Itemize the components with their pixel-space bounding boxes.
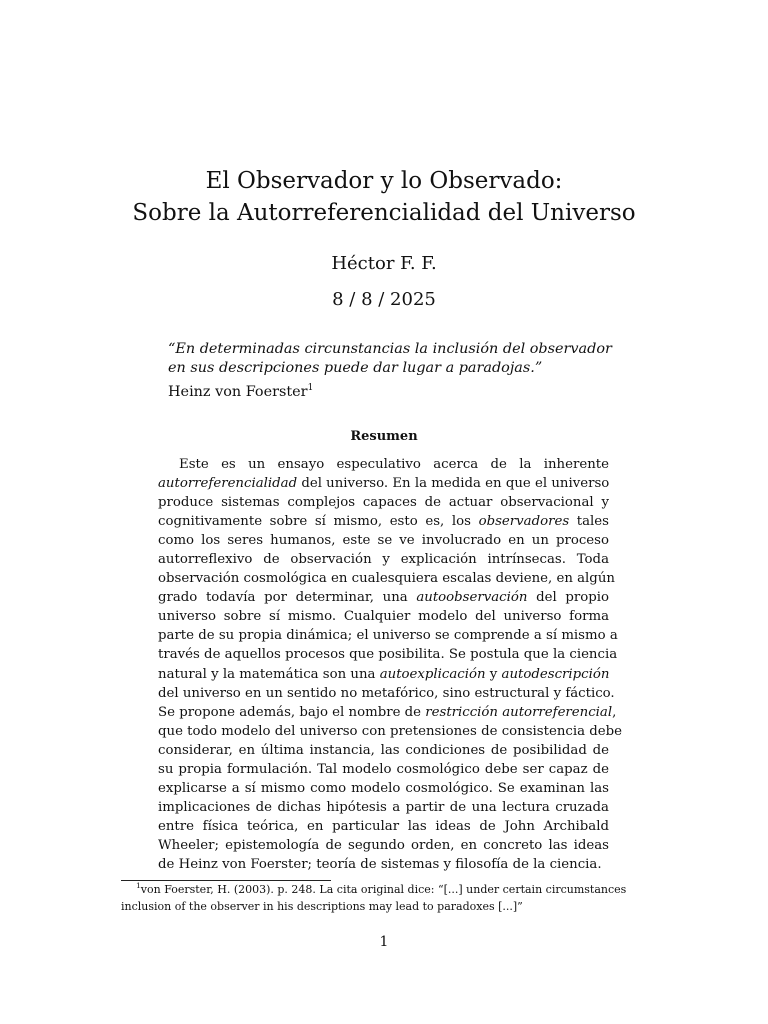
abstract-line	[158, 512, 609, 531]
abstract-heading: Resumen	[350, 429, 418, 444]
abstract-line	[158, 550, 609, 569]
abstract-line	[158, 855, 609, 874]
epigraph-attribution	[168, 383, 638, 402]
footnote-text-1: von Foerster, H. (2003). p. 248. La cita original dice: “[...] under certain circumstances	[140, 883, 627, 896]
abstract-line	[158, 493, 609, 512]
abstract-text: considerar, en última instancia, las condiciones de posibilidad de	[158, 742, 609, 758]
footnote-line-2: inclusion of the observer in his descriptions may lead to paradoxes [...]”	[121, 900, 523, 913]
abstract-text: Este es un ensayo especulativo acerca de la inherente	[179, 457, 609, 472]
title-line-1: El Observador y lo Observado:	[205, 168, 563, 194]
paper-title	[0, 165, 768, 229]
abstract-line	[158, 798, 609, 817]
abstract-text: explicarse a sí mismo como modelo cosmológico. Se examinan las	[158, 780, 609, 796]
abstract-line	[158, 817, 609, 836]
abstract-text: produce sistemas complejos capaces de actuar observacional y	[158, 495, 609, 511]
abstract-text: que todo modelo del universo con pretensiones de consistencia debe	[158, 723, 623, 739]
author-name: Héctor F. F.	[331, 253, 437, 274]
abstract-emphasis: autoexplicación	[379, 666, 486, 682]
abstract-line	[158, 588, 609, 607]
abstract-text: del universo en un sentido no metafórico, sino estructural y fáctico.	[158, 685, 615, 701]
abstract-text: ,	[612, 704, 617, 720]
footnote-mark: 1	[136, 881, 141, 890]
abstract-line	[158, 531, 609, 550]
epigraph-quote	[168, 340, 638, 378]
epigraph	[168, 340, 638, 402]
footnote-reference-mark[interactable]: 1	[307, 383, 314, 393]
abstract-line	[158, 645, 618, 664]
abstract-text: como los seres humanos, este se ve involucrado en un proceso	[158, 533, 609, 549]
abstract-emphasis: autorreferencialidad	[158, 476, 298, 492]
title-line-2: Sobre la Autorreferencialidad del Universo	[132, 200, 636, 226]
abstract-text: de Heinz von Foerster; teoría de sistemas y filosofía de la ciencia.	[158, 856, 602, 872]
epigraph-attribution-name: Heinz von Foerster	[168, 384, 308, 400]
publication-date: 8 / 8 / 2025	[332, 289, 436, 310]
abstract-emphasis: autoobservación	[416, 590, 528, 606]
abstract-text: grado todavía por determinar, una	[158, 590, 417, 606]
epigraph-quote-line-1: “En determinadas circunstancias la inclusión del observador	[168, 341, 612, 357]
abstract-text: tales	[569, 514, 609, 530]
abstract-text: Se propone además, bajo el nombre de	[158, 704, 426, 720]
abstract-line	[158, 607, 609, 626]
abstract-text: universo sobre sí mismo. Cualquier modelo del universo forma	[158, 609, 609, 625]
abstract-text: y	[485, 666, 502, 682]
abstract-line	[158, 455, 609, 474]
abstract-text: del propio	[527, 590, 610, 606]
footnote	[121, 881, 651, 915]
abstract-line	[158, 569, 615, 588]
abstract-line	[158, 684, 615, 703]
abstract-text: parte de su propia dinámica; el universo se comprende a sí mismo a	[158, 628, 618, 644]
abstract-line	[158, 779, 609, 798]
abstract-text: Wheeler; epistemología de segundo orden, en concreto las ideas	[158, 837, 609, 853]
abstract-line	[158, 474, 609, 493]
abstract-emphasis: autodescripción	[501, 666, 610, 682]
abstract-line	[158, 836, 609, 855]
abstract-text: del universo. En la medida en que el universo	[297, 476, 610, 492]
abstract-line	[158, 703, 617, 722]
abstract-text: natural y la matemática son una	[158, 666, 380, 682]
abstract-text: implicaciones de dichas hipótesis a partir de una lectura cruzada	[158, 799, 609, 815]
abstract-text: su propia formulación. Tal modelo cosmológico debe ser capaz de	[158, 761, 609, 777]
abstract-text: observación cosmológica en cualesquiera escalas deviene, en algún	[158, 571, 615, 587]
abstract-emphasis: observadores	[478, 514, 570, 530]
abstract-body	[158, 455, 623, 874]
footnote-line-1	[121, 881, 651, 898]
page-number: 1	[379, 934, 389, 950]
abstract-line	[158, 665, 609, 684]
abstract-text: entre física teórica, en particular las ideas de John Archibald	[158, 818, 609, 834]
abstract-line	[158, 760, 609, 779]
abstract-line	[158, 722, 623, 741]
abstract-emphasis: restricción autorreferencial	[425, 704, 613, 720]
abstract-text: cognitivamente sobre sí mismo, esto es, los	[158, 514, 479, 530]
abstract-text: través de aquellos procesos que posibilita. Se postula que la ciencia	[158, 647, 618, 663]
abstract-line	[158, 626, 618, 645]
epigraph-quote-line-2: en sus descripciones puede dar lugar a paradojas.”	[168, 360, 543, 376]
abstract-line	[158, 741, 609, 760]
abstract-text: autorreflexivo de observación y explicación intrínsecas. Toda	[158, 552, 609, 568]
